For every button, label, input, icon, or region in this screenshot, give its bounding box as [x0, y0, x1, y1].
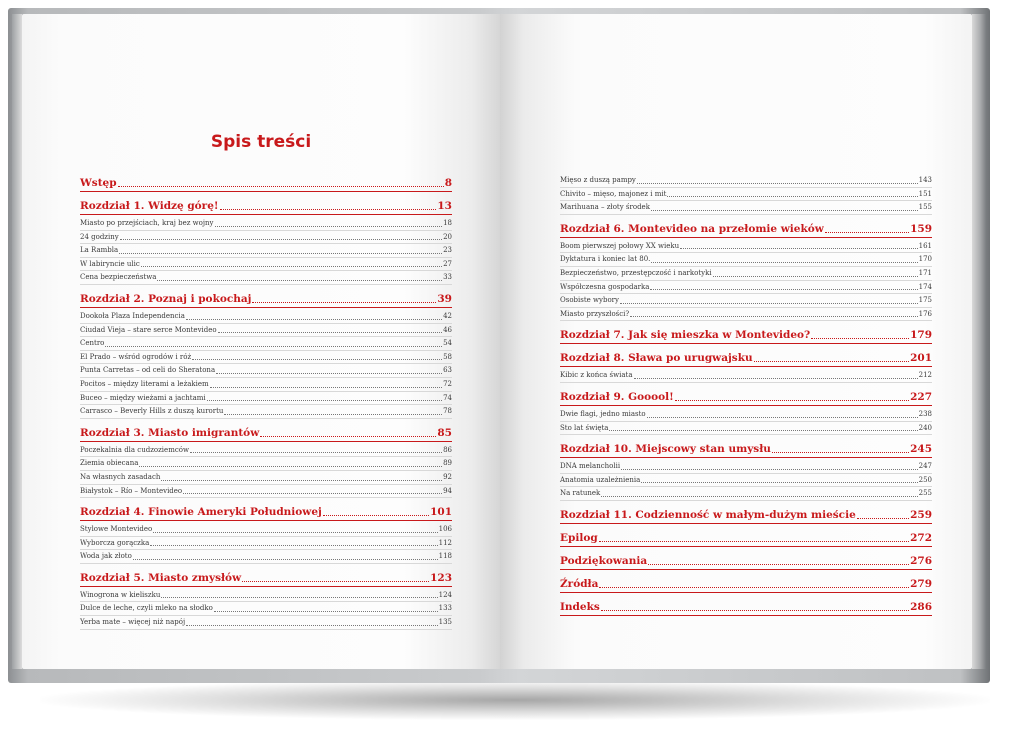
toc-subentry: [80, 217, 452, 231]
toc-subentry: [80, 310, 452, 324]
right-page: [500, 14, 972, 669]
toc-page-number: 171: [918, 268, 932, 277]
toc-subentry: [80, 337, 452, 351]
toc-entry-title: Dyktatura i koniec lat 80.: [560, 255, 651, 264]
toc-page-number: 247: [918, 462, 932, 471]
toc-entry-title: Pocitos – między literami a leżakiem: [80, 379, 209, 388]
toc-dot-leader: [207, 400, 442, 401]
toc-dot-leader: [242, 581, 429, 582]
toc-dot-leader: [150, 545, 437, 546]
toc-dot-leader: [609, 430, 917, 431]
toc-subentry: [80, 471, 452, 485]
toc-right-list: [560, 174, 932, 618]
toc-dot-leader: [825, 232, 909, 233]
toc-entry-title: Rozdział 11. Codzienność w małym-dużym mieście: [560, 508, 856, 521]
toc-entry-title: Boom pierwszej połowy XX wieku: [560, 241, 680, 250]
toc-entry-title: Mięso z duszą pampy: [560, 176, 636, 184]
toc-entry-title: Miasto po przejściach, kraj bez wojny: [80, 219, 214, 227]
toc-dot-leader: [601, 496, 917, 497]
toc-dot-leader: [641, 482, 917, 483]
toc-subentry: [560, 474, 932, 488]
toc-entry-title: El Prado – wśród ogrodów i róż: [80, 352, 192, 361]
toc-dot-leader: [630, 316, 917, 317]
toc-page-number: 78: [443, 407, 452, 416]
toc-dot-leader: [161, 597, 437, 598]
toc-dot-leader: [252, 302, 436, 303]
toc-entry-title: Cena bezpieczeństwa: [80, 273, 157, 282]
toc-page-number: 63: [443, 366, 452, 375]
toc-page-number: 39: [437, 292, 452, 305]
toc-page-number: 176: [918, 309, 932, 318]
toc-entry-title: Białystok – Río – Montevideo: [80, 486, 183, 495]
toc-entry-title: Centro: [80, 339, 105, 348]
toc-subentry: [80, 392, 452, 406]
toc-page-number: 58: [443, 352, 452, 361]
toc-entry-title: Rozdział 1. Widzę górę!: [80, 200, 219, 212]
toc-entry-title: Ziemia obiecana: [80, 459, 139, 468]
toc-page-number: 20: [443, 232, 452, 241]
toc-entry-title: Yerba mate – więcej niż napój: [80, 618, 186, 627]
toc-subentry: [80, 616, 452, 630]
toc-page-number: 174: [918, 282, 932, 291]
toc-entry-title: Na własnych zasadach: [80, 472, 161, 481]
toc-entry-title: Współczesna gospodarka: [560, 282, 650, 291]
toc-chapter-entry: [560, 508, 932, 524]
toc-page-number: 276: [910, 554, 932, 567]
toc-subentry: [560, 294, 932, 308]
toc-page-number: 123: [430, 571, 452, 584]
toc-subentry: [560, 267, 932, 281]
toc-subentry: [80, 457, 452, 471]
toc-entry-title: Epilog: [560, 531, 598, 544]
toc-entry-title: Woda jak złoto: [80, 552, 132, 561]
toc-entry-title: Dwie flagi, jedno miasto: [560, 409, 646, 418]
toc-subentry: [80, 351, 452, 365]
toc-entry-title: Rozdział 6. Montevideo na przełomie wieków: [560, 222, 824, 235]
toc-subentry: [560, 408, 932, 422]
toc-entry-title: Sto lat święta: [560, 423, 609, 432]
toc-page-number: 135: [438, 618, 452, 627]
toc-chapter-entry: [560, 554, 932, 570]
toc-chapter-entry: [560, 531, 932, 547]
toc-dot-leader: [648, 564, 909, 565]
toc-page-number: 23: [443, 246, 452, 255]
toc-dot-leader: [120, 239, 442, 240]
toc-dot-leader: [220, 209, 437, 210]
toc-entry-title: Poczekalnia dla cudzoziemców: [80, 445, 189, 454]
toc-entry-title: DNA melancholii: [560, 462, 621, 471]
toc-chapter-entry: [560, 442, 932, 458]
toc-entry-title: Kibic z końca świata: [560, 371, 633, 380]
toc-subentry: [80, 378, 452, 392]
toc-subentry: [560, 369, 932, 383]
toc-entry-title: Winogrona w kieliszku: [80, 590, 161, 599]
toc-chapter-entry: [80, 292, 452, 308]
toc-dot-leader: [647, 417, 918, 418]
toc-chapter-entry: [560, 222, 932, 238]
toc-page-number: 46: [443, 325, 452, 334]
toc-dot-leader: [105, 346, 442, 347]
toc-chapter-entry: [560, 328, 932, 344]
toc-page-number: 170: [918, 255, 932, 264]
toc-entry-title: Buceo – między wieżami a jachtami: [80, 393, 206, 402]
toc-entry-title: Bezpieczeństwo, przestępczość i narkotyki: [560, 268, 712, 277]
toc-page-number: 8: [444, 177, 452, 189]
toc-dot-leader: [620, 303, 918, 304]
toc-left-list: [80, 176, 452, 630]
toc-entry-title: Marihuana – złoty środek: [560, 203, 650, 212]
toc-page-number: 101: [430, 506, 452, 519]
toc-dot-leader: [214, 611, 438, 612]
toc-page-number: 33: [443, 273, 452, 282]
toc-subentry: [80, 485, 452, 499]
toc-subentry: [560, 240, 932, 254]
toc-subentry: [560, 487, 932, 501]
toc-subentry: [80, 405, 452, 419]
toc-entry-title: Rozdział 10. Miejscowy stan umysłu: [560, 443, 771, 456]
toc-page-number: 133: [438, 604, 452, 613]
toc-subentry: [560, 281, 932, 295]
toc-entry-title: Wyborcza gorączka: [80, 538, 150, 547]
toc-dot-leader: [651, 262, 917, 263]
toc-page-number: 155: [918, 203, 932, 212]
toc-dot-leader: [224, 414, 442, 415]
toc-dot-leader: [680, 248, 918, 249]
toc-page-number: 179: [910, 329, 932, 342]
toc-subentry: [560, 460, 932, 474]
toc-chapter-entry: [560, 390, 932, 406]
toc-page-number: 92: [443, 472, 452, 481]
toc-page-number: 238: [918, 409, 932, 418]
toc-subentry: [80, 244, 452, 258]
toc-dot-leader: [667, 196, 917, 197]
toc-page-number: 94: [443, 486, 452, 495]
toc-entry-title: Rozdział 8. Sława po urugwajsku: [560, 352, 753, 365]
toc-page-number: 85: [437, 426, 452, 439]
toc-page-number: 245: [910, 443, 932, 456]
toc-entry-title: Dulce de leche, czyli mleko na słodko: [80, 604, 213, 613]
toc-subentry: [560, 422, 932, 436]
toc-subentry: [560, 201, 932, 215]
toc-dot-leader: [675, 400, 909, 401]
toc-dot-leader: [857, 518, 909, 519]
toc-page-number: 86: [443, 445, 452, 454]
toc-page-number: 106: [438, 525, 452, 534]
toc-dot-leader: [157, 280, 442, 281]
toc-entry-title: Stylowe Montevideo: [80, 525, 153, 534]
toc-subentry: [80, 231, 452, 245]
toc-subentry: [560, 308, 932, 322]
toc-dot-leader: [216, 373, 442, 374]
toc-entry-title: Na ratunek: [560, 489, 601, 498]
toc-page-number: 201: [910, 352, 932, 365]
toc-entry-title: Chivito – mięso, majonez i mit: [560, 189, 667, 198]
toc-page-number: 18: [443, 219, 452, 227]
toc-entry-title: Osobiste wybory: [560, 296, 619, 305]
toc-page-number: 227: [910, 390, 932, 403]
left-page: [22, 14, 500, 669]
toc-entry-title: La Rambla: [80, 246, 119, 255]
toc-page-number: 175: [918, 296, 932, 305]
toc-entry-title: Wstęp: [80, 177, 117, 189]
toc-entry-title: Źródła: [560, 577, 599, 590]
toc-chapter-entry: [560, 600, 932, 616]
toc-subentry: [560, 174, 932, 188]
toc-page-number: 240: [918, 423, 932, 432]
toc-dot-leader: [713, 276, 918, 277]
toc-dot-leader: [153, 532, 437, 533]
toc-page-number: 27: [443, 259, 452, 268]
toc-dot-leader: [651, 210, 918, 211]
toc-dot-leader: [754, 361, 909, 362]
toc-entry-title: Punta Carretas – od celi do Sheratona: [80, 366, 216, 375]
toc-dot-leader: [186, 625, 437, 626]
toc-page-number: 272: [910, 531, 932, 544]
toc-subentry: [80, 364, 452, 378]
toc-page-number: 13: [437, 200, 452, 212]
toc-subentry: [560, 253, 932, 267]
toc-subentry: [80, 602, 452, 616]
toc-dot-leader: [218, 332, 442, 333]
toc-dot-leader: [599, 587, 909, 588]
toc-dot-leader: [139, 466, 442, 467]
toc-entry-title: Rozdział 2. Poznaj i pokochaj: [80, 292, 252, 305]
toc-page-number: 89: [443, 459, 452, 468]
toc-subentry: [560, 188, 932, 202]
toc-page-number: 161: [918, 241, 932, 250]
toc-subentry: [80, 271, 452, 285]
toc-dot-leader: [621, 469, 918, 470]
toc-dot-leader: [190, 452, 442, 453]
toc-dot-leader: [161, 480, 442, 481]
toc-chapter-entry: [560, 351, 932, 367]
toc-page-number: 151: [918, 189, 932, 198]
toc-chapter-entry: [80, 176, 452, 192]
toc-dot-leader: [192, 359, 442, 360]
toc-dot-leader: [637, 183, 918, 184]
toc-entry-title: Dookoła Plaza Independencia: [80, 311, 185, 320]
right-page-edge: [972, 14, 986, 669]
toc-entry-title: Rozdział 4. Finowie Ameryki Południowej: [80, 506, 322, 519]
toc-dot-leader: [133, 559, 438, 560]
toc-entry-title: Rozdział 5. Miasto zmysłów: [80, 571, 242, 584]
toc-page-number: 72: [443, 379, 452, 388]
toc-entry-title: Carrasco – Beverly Hills z duszą kurortu: [80, 407, 224, 416]
toc-entry-title: W labiryncie ulic: [80, 259, 140, 268]
toc-dot-leader: [186, 319, 442, 320]
toc-dot-leader: [183, 493, 442, 494]
toc-page-number: 54: [443, 339, 452, 348]
toc-page-number: 42: [443, 311, 452, 320]
toc-chapter-entry: [80, 571, 452, 587]
toc-entry-title: Anatomia uzależnienia: [560, 475, 641, 484]
toc-page-number: 255: [918, 489, 932, 498]
toc-page-number: 118: [438, 552, 452, 561]
toc-dot-leader: [323, 515, 429, 516]
toc-subentry: [80, 258, 452, 272]
toc-entry-title: Podziękowania: [560, 554, 648, 567]
toc-page-number: 74: [443, 393, 452, 402]
toc-chapter-entry: [80, 199, 452, 215]
toc-subentry: [80, 523, 452, 537]
toc-dot-leader: [601, 610, 909, 611]
toc-dot-leader: [141, 266, 442, 267]
toc-dot-leader: [210, 387, 442, 388]
toc-dot-leader: [811, 338, 909, 339]
left-page-edge: [12, 14, 22, 669]
toc-title: Spis treści: [210, 132, 312, 152]
toc-entry-title: Rozdział 3. Miasto imigrantów: [80, 426, 260, 439]
toc-dot-leader: [118, 186, 444, 187]
toc-dot-leader: [119, 253, 442, 254]
toc-entry-title: Miasto przyszłości?: [560, 309, 630, 318]
toc-page-number: 143: [918, 176, 932, 184]
toc-entry-title: Ciudad Vieja – stare serce Montevideo: [80, 325, 217, 334]
toc-page-number: 250: [918, 475, 932, 484]
toc-dot-leader: [650, 289, 917, 290]
toc-subentry: [80, 324, 452, 338]
toc-subentry: [80, 537, 452, 551]
toc-entry-title: 24 godziny: [80, 232, 119, 241]
toc-entry-title: Rozdział 9. Gooool!: [560, 390, 674, 403]
toc-chapter-entry: [80, 426, 452, 442]
toc-dot-leader: [260, 436, 436, 437]
toc-page-number: 124: [438, 590, 452, 599]
toc-page-number: 159: [910, 222, 932, 235]
toc-chapter-entry: [560, 577, 932, 593]
toc-dot-leader: [599, 541, 909, 542]
toc-dot-leader: [772, 452, 909, 453]
toc-subentry: [80, 589, 452, 603]
toc-subentry: [80, 444, 452, 458]
toc-dot-leader: [634, 378, 918, 379]
toc-page-number: 279: [910, 577, 932, 590]
toc-page-number: 212: [918, 371, 932, 380]
toc-page-number: 286: [910, 600, 932, 613]
toc-entry-title: Indeks: [560, 600, 600, 613]
toc-page-number: 259: [910, 508, 932, 521]
toc-dot-leader: [215, 226, 443, 227]
toc-page-number: 112: [438, 538, 452, 547]
toc-chapter-entry: [80, 505, 452, 521]
toc-subentry: [80, 550, 452, 564]
toc-entry-title: Rozdział 7. Jak się mieszka w Montevideo?: [560, 329, 811, 342]
book-shadow: [40, 680, 990, 720]
